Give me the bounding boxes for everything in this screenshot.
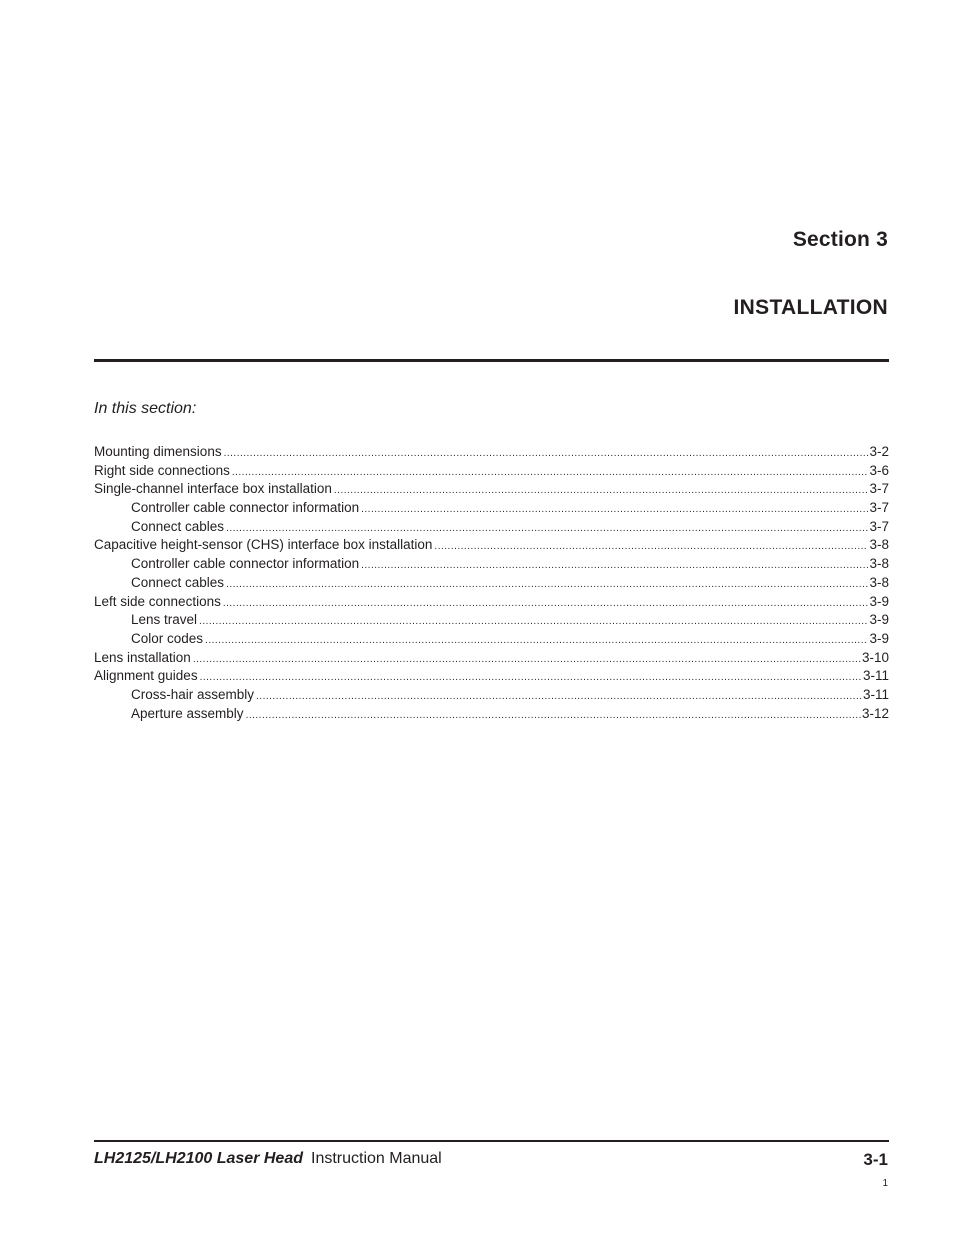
sheet-number: 1 — [882, 1178, 888, 1189]
toc-entry-label: Controller cable connector information — [131, 556, 360, 572]
toc-subentry[interactable] — [94, 555, 889, 574]
toc-subentry[interactable] — [94, 574, 889, 593]
toc-entry-label: Single-channel interface box installation — [94, 481, 332, 497]
toc-entry[interactable] — [94, 667, 889, 686]
toc-entry-page: 3-10 — [861, 649, 889, 665]
toc-entry-label: Left side connections — [94, 593, 221, 609]
dot-leader — [361, 557, 868, 576]
toc-entry-label: Lens installation — [94, 649, 191, 665]
toc-subentry[interactable] — [94, 705, 889, 724]
dot-leader — [223, 595, 869, 614]
toc-entry-page: 3-7 — [869, 518, 889, 534]
toc-entry-page: 3-2 — [869, 444, 889, 459]
toc-entry-label: Controller cable connector information — [131, 500, 360, 516]
toc-entry-label: Alignment guides — [94, 668, 198, 684]
dot-leader — [361, 501, 868, 520]
toc-subentry[interactable] — [94, 499, 889, 518]
footer-product-name: LH2125/LH2100 Laser Head — [94, 1150, 303, 1167]
header-divider — [94, 359, 889, 362]
toc-entry-page: 3-12 — [861, 705, 889, 721]
toc-entry-page: 3-8 — [869, 574, 889, 590]
dot-leader — [224, 445, 869, 464]
toc-entry-label: Capacitive height-sensor (CHS) interface box installation — [94, 537, 433, 553]
dot-leader — [256, 688, 862, 707]
toc-entry-page: 3-6 — [869, 462, 889, 478]
toc-entry-page: 3-8 — [869, 556, 889, 572]
toc-entry-page: 3-9 — [869, 593, 889, 609]
toc-entry-label: Color codes — [131, 630, 204, 646]
toc-subentry[interactable] — [94, 630, 889, 649]
dot-leader — [193, 651, 861, 670]
toc-entry-label: Mounting dimensions — [94, 444, 222, 459]
toc-entry-page: 3-8 — [869, 537, 889, 553]
intro-label: In this section: — [94, 400, 197, 417]
toc-entry[interactable] — [94, 593, 889, 612]
toc-subentry[interactable] — [94, 686, 889, 705]
toc-entry-page: 3-7 — [869, 500, 889, 516]
footer-document-type: Instruction Manual — [311, 1150, 442, 1167]
dot-leader — [200, 669, 862, 688]
toc-entry-page: 3-11 — [862, 668, 889, 684]
toc-entry[interactable] — [94, 536, 889, 555]
toc-entry[interactable] — [94, 462, 889, 481]
toc-entry-label: Aperture assembly — [131, 705, 244, 721]
toc-entry[interactable] — [94, 443, 889, 462]
section-title: INSTALLATION — [733, 296, 888, 319]
toc-subentry[interactable] — [94, 611, 889, 630]
dot-leader — [246, 707, 861, 726]
dot-leader — [434, 538, 868, 557]
toc-entry-label: Lens travel — [131, 612, 198, 628]
toc-entry[interactable] — [94, 649, 889, 668]
footer-divider — [94, 1140, 889, 1142]
toc-entry-page: 3-11 — [862, 686, 889, 702]
toc-entry-label: Connect cables — [131, 574, 225, 590]
dot-leader — [205, 632, 868, 651]
footer-title — [94, 1150, 442, 1168]
section-number: Section 3 — [792, 228, 888, 251]
toc-entry-page: 3-7 — [869, 481, 889, 497]
toc-entry-page: 3-9 — [869, 630, 889, 646]
footer-page-number: 3-1 — [863, 1150, 888, 1169]
dot-leader — [199, 613, 868, 632]
dot-leader — [334, 482, 869, 501]
toc-entry-page: 3-9 — [869, 612, 889, 628]
toc-entry-label: Cross-hair assembly — [131, 686, 255, 702]
toc-entry[interactable] — [94, 480, 889, 499]
toc-subentry[interactable] — [94, 518, 889, 537]
dot-leader — [226, 576, 868, 595]
toc-entry-label: Right side connections — [94, 462, 230, 478]
toc-entry-label: Connect cables — [131, 518, 225, 534]
table-of-contents — [94, 443, 889, 723]
